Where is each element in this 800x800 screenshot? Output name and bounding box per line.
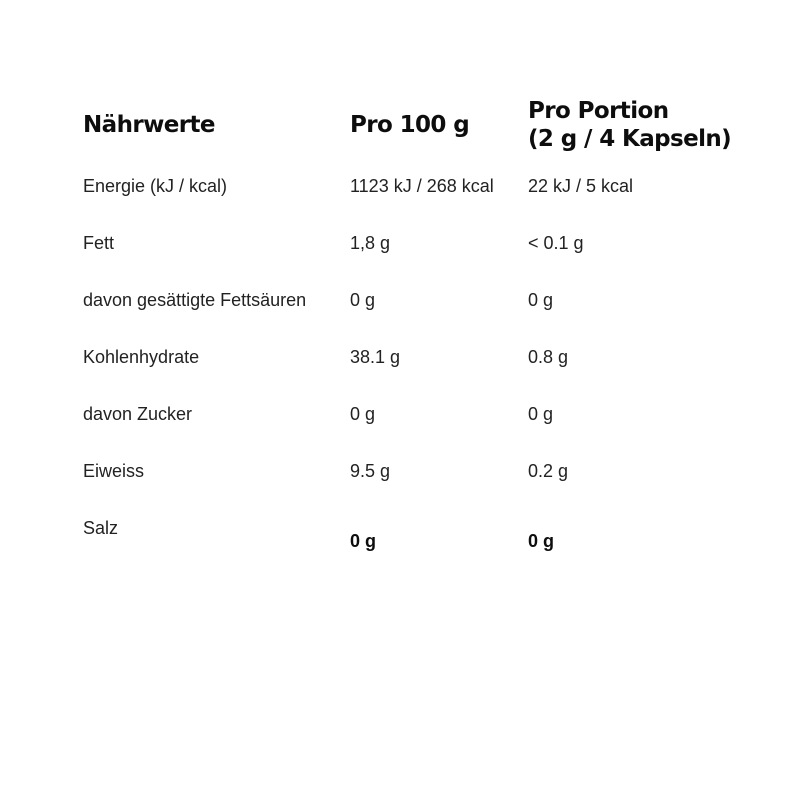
nutrient-name: davon gesättigte Fettsäuren — [83, 290, 307, 310]
value-per-portion: 0 g — [528, 531, 555, 551]
table-row — [83, 458, 763, 515]
header-per-portion-title: Pro Portion — [528, 98, 669, 124]
value-per-portion: < 0.1 g — [528, 233, 584, 253]
nutrient-name: davon Zucker — [83, 404, 193, 424]
value-per-100g: 0 g — [350, 290, 376, 310]
value-per-portion: 0.2 g — [528, 461, 569, 481]
value-per-portion: 0 g — [528, 290, 554, 310]
header-per-100g: Pro 100 g — [350, 112, 470, 138]
table-row — [83, 173, 763, 230]
value-per-100g: 0 g — [350, 404, 376, 424]
value-per-portion: 22 kJ / 5 kcal — [528, 176, 634, 196]
header-per-portion-size: (2 g / 4 Kapseln) — [528, 126, 732, 152]
nutrient-name: Fett — [83, 233, 115, 253]
table-row — [83, 515, 763, 572]
nutrition-table — [83, 93, 763, 572]
value-per-100g: 38.1 g — [350, 347, 401, 367]
nutrient-name: Salz — [83, 518, 119, 538]
value-per-portion: 0.8 g — [528, 347, 569, 367]
value-per-100g: 1123 kJ / 268 kcal — [350, 176, 494, 196]
nutrient-name: Kohlenhydrate — [83, 347, 200, 367]
nutrient-name: Energie (kJ / kcal) — [83, 176, 228, 196]
header-nutrient: Nährwerte — [83, 112, 215, 138]
value-per-100g: 1,8 g — [350, 233, 391, 253]
value-per-100g: 9.5 g — [350, 461, 391, 481]
table-row — [83, 287, 763, 344]
value-per-portion: 0 g — [528, 404, 554, 424]
table-row — [83, 230, 763, 287]
nutrient-name: Eiweiss — [83, 461, 145, 481]
table-row — [83, 401, 763, 458]
value-per-100g: 0 g — [350, 531, 377, 551]
table-row — [83, 344, 763, 401]
header-per-portion — [528, 93, 763, 153]
table-header-row — [83, 93, 763, 173]
